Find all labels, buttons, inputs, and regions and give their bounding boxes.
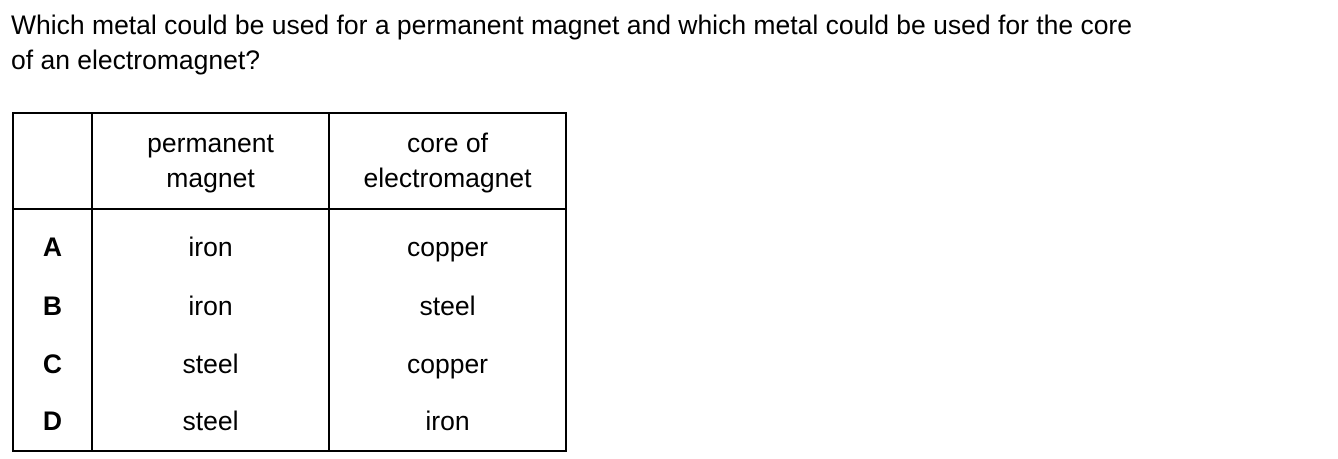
option-letter: D [13, 393, 92, 451]
permanent-magnet-cell: steel [92, 335, 329, 393]
table-row-c[interactable] [13, 335, 566, 393]
table-row-b[interactable] [13, 277, 566, 335]
question-line-1: Which metal could be used for a permanent magnet and which metal could be used for the core [11, 10, 1132, 40]
permanent-magnet-cell: iron [92, 209, 329, 277]
header-permanent-magnet: permanent magnet [92, 113, 329, 209]
core-cell: iron [329, 393, 566, 451]
permanent-magnet-cell: iron [92, 277, 329, 335]
header-core-of-electromagnet: core of electromagnet [329, 113, 566, 209]
answer-table [12, 112, 567, 452]
option-letter: B [13, 277, 92, 335]
core-cell: copper [329, 335, 566, 393]
option-letter: A [13, 209, 92, 277]
permanent-magnet-cell: steel [92, 393, 329, 451]
header-option [13, 113, 92, 209]
table-header-row [13, 113, 566, 209]
table-row-a[interactable] [13, 209, 566, 277]
option-letter: C [13, 335, 92, 393]
core-cell: copper [329, 209, 566, 277]
question-line-2: of an electromagnet? [11, 45, 260, 75]
core-cell: steel [329, 277, 566, 335]
table-row-d[interactable] [13, 393, 566, 451]
question-text [11, 8, 1336, 78]
